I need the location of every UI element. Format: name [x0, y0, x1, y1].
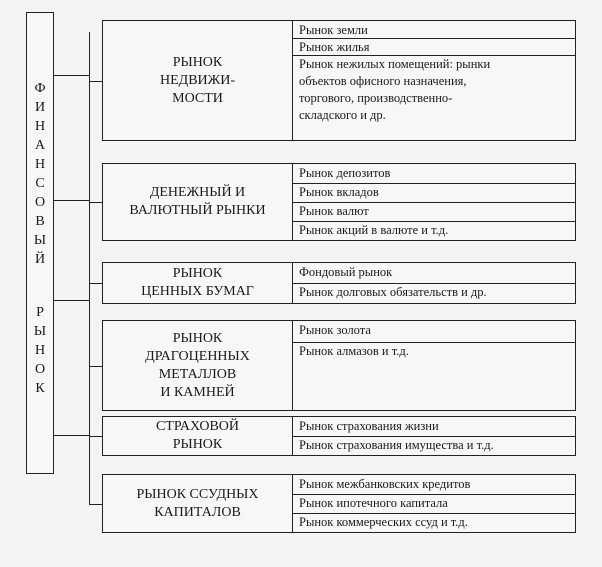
market-item: Рынок депозитов: [293, 164, 575, 184]
connector-branch: [89, 436, 102, 437]
group-title: РЫНОК ЦЕННЫХ БУМАГ: [103, 263, 293, 303]
group-title: СТРАХОВОЙ РЫНОК: [103, 417, 293, 455]
group-title: РЫНОК ДРАГОЦЕННЫХ МЕТАЛЛОВ И КАМНЕЙ: [103, 321, 293, 410]
side-letter: С: [35, 176, 45, 191]
market-item: Рынок золота: [293, 321, 575, 343]
group-items: [293, 164, 575, 240]
connector-side: [54, 300, 89, 301]
side-letter: А: [34, 138, 46, 153]
market-item: Рынок акций в валюте и т.д.: [299, 223, 449, 237]
market-item: Рынок земли: [293, 21, 575, 39]
market-item: Фондовый рынок: [293, 263, 575, 284]
connector-trunk: [89, 32, 90, 504]
side-letter: Ф: [34, 81, 46, 96]
connector-branch: [89, 283, 102, 284]
market-item: Рынок страхования имущества и т.д.: [299, 438, 494, 452]
market-item: Рынок коммерческих ссуд и т.д.: [299, 515, 468, 529]
side-letter: Й: [34, 252, 46, 267]
connector-branch: [89, 202, 102, 203]
group-items: [293, 321, 575, 410]
connector-branch: [89, 504, 102, 505]
market-item: Рынок алмазов и т.д.: [299, 344, 409, 358]
market-item: Рынок нежилых помещений: рынки объектов офисного назначения, торгового, производственно- складского и др.: [299, 57, 491, 122]
side-letter: И: [34, 100, 46, 115]
connector-branch: [89, 81, 102, 82]
group-precious-metals: [102, 320, 576, 411]
group-items: [293, 417, 575, 455]
group-items: [293, 21, 575, 140]
side-letter: О: [34, 362, 46, 377]
side-letter: Н: [34, 157, 46, 172]
connector-side: [54, 200, 89, 201]
market-item: Рынок межбанковских кредитов: [293, 475, 575, 495]
connector-side: [54, 75, 89, 76]
group-items: [293, 475, 575, 532]
side-label-word-market: [27, 303, 53, 398]
market-item: Рынок долговых обязательств и др.: [299, 285, 487, 299]
market-item: Рынок жилья: [293, 38, 575, 56]
side-letter: Р: [36, 305, 44, 320]
market-item: Рынок валют: [293, 202, 575, 222]
market-item: Рынок вкладов: [293, 183, 575, 203]
side-letter: Ы: [33, 233, 47, 248]
group-title: РЫНОК НЕДВИЖИ- МОСТИ: [103, 21, 293, 140]
group-insurance: [102, 416, 576, 456]
market-item: Рынок ипотечного капитала: [293, 494, 575, 514]
side-letter: В: [35, 214, 45, 229]
group-title: ДЕНЕЖНЫЙ И ВАЛЮТНЫЙ РЫНКИ: [103, 164, 293, 240]
side-label-word-financial: [27, 79, 53, 269]
market-item: Рынок страхования жизни: [293, 417, 575, 437]
group-securities: [102, 262, 576, 304]
connector-side: [54, 435, 89, 436]
side-letter: Н: [34, 119, 46, 134]
group-items: [293, 263, 575, 303]
side-letter: Н: [34, 343, 46, 358]
side-letter: Ы: [33, 324, 47, 339]
group-real-estate: [102, 20, 576, 141]
side-letter: О: [34, 195, 46, 210]
group-money-currency: [102, 163, 576, 241]
group-loan-capital: [102, 474, 576, 533]
side-letter: К: [35, 381, 45, 396]
group-title: РЫНОК ССУДНЫХ КАПИТАЛОВ: [103, 475, 293, 532]
connector-branch: [89, 366, 102, 367]
side-label-box: [26, 12, 54, 474]
